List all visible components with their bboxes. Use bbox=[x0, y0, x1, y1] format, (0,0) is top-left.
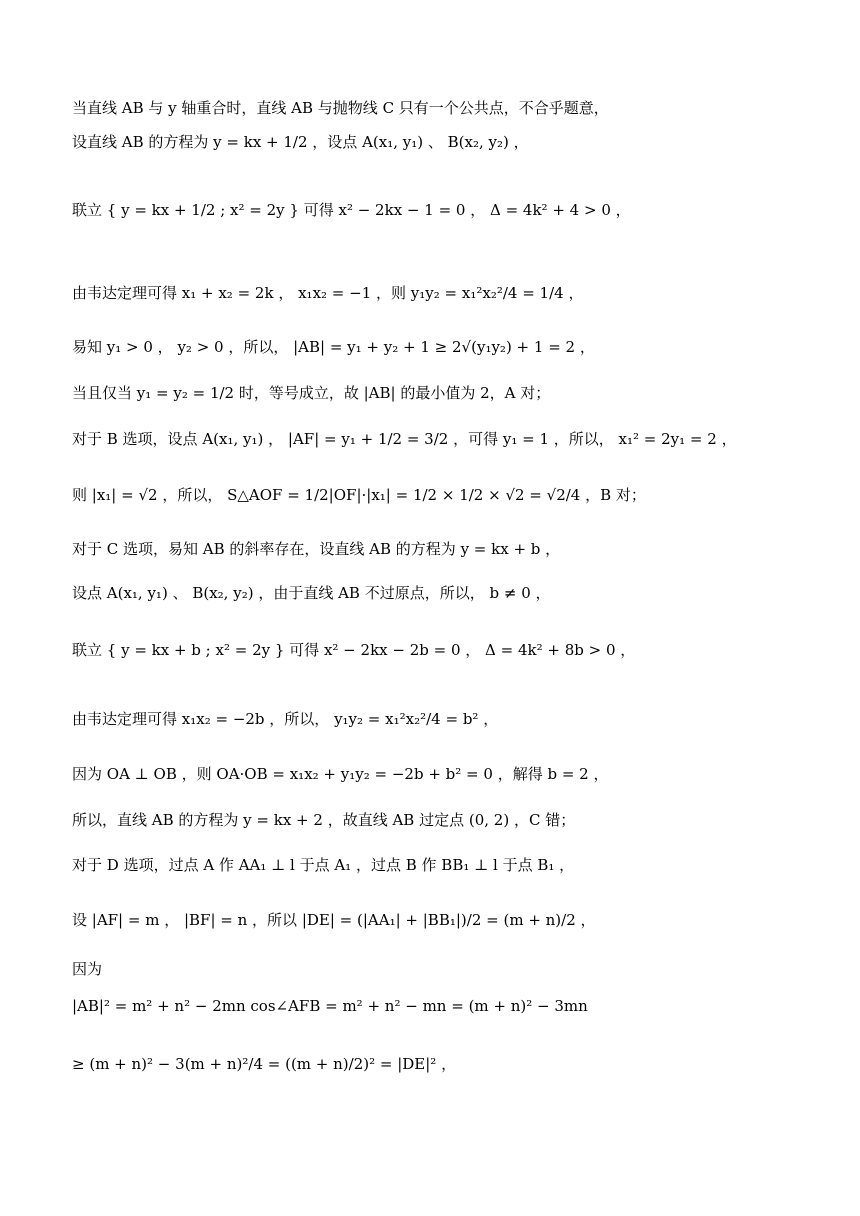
text-line: 对于 B 选项，设点 A(x₁, y₁) ， |AF| = y₁ + 1/2 = 3/2 ，可得 y₁ = 1 ，所以， x₁² = 2y₁ = 2 ， bbox=[72, 430, 737, 448]
text-line: 当直线 AB 与 y 轴重合时，直线 AB 与抛物线 C 只有一个公共点，不合乎题意， bbox=[72, 99, 609, 117]
text-line: 对于 C 选项，易知 AB 的斜率存在，设直线 AB 的方程为 y = kx + b ， bbox=[72, 540, 561, 558]
text-line: 当且仅当 y₁ = y₂ = 1/2 时，等号成立，故 |AB| 的最小值为 2，A 对； bbox=[72, 384, 551, 402]
text-line: 联立 { y = kx + b ; x² = 2y } 可得 x² − 2kx − 2b = 0 ， Δ = 4k² + 8b > 0 ， bbox=[72, 641, 636, 659]
text-line: 设直线 AB 的方程为 y = kx + 1/2 ，设点 A(x₁, y₁) 、 B(x₂, y₂) ， bbox=[72, 133, 529, 151]
text-line: 所以，直线 AB 的方程为 y = kx + 2 ，故直线 AB 过定点 (0, 2) ，C 错； bbox=[72, 811, 576, 829]
text-line: ≥ (m + n)² − 3(m + n)²/4 = ((m + n)/2)² = |DE|² ， bbox=[72, 1055, 457, 1073]
text-line: 由韦达定理可得 x₁x₂ = −2b ，所以， y₁y₂ = x₁²x₂²/4 = b² ， bbox=[72, 710, 499, 728]
text-line: 联立 { y = kx + 1/2 ; x² = 2y } 可得 x² − 2kx − 1 = 0 ， Δ = 4k² + 4 > 0 ， bbox=[72, 201, 631, 219]
text-line: 则 |x₁| = √2 ，所以， S△AOF = 1/2|OF|·|x₁| = 1/2 × 1/2 × √2 = √2/4 ，B 对； bbox=[72, 486, 646, 504]
text-line: 易知 y₁ > 0 ， y₂ > 0 ，所以， |AB| = y₁ + y₂ + 1 ≥ 2√(y₁y₂) + 1 = 2 ， bbox=[72, 338, 595, 356]
text-line: 因为 bbox=[72, 960, 103, 978]
text-line: 设点 A(x₁, y₁) 、 B(x₂, y₂) ，由于直线 AB 不过原点，所以， b ≠ 0 ， bbox=[72, 584, 551, 602]
text-line: 因为 OA ⊥ OB ，则 OA·OB = x₁x₂ + y₁y₂ = −2b + b² = 0 ，解得 b = 2 ， bbox=[72, 765, 609, 783]
text-line: |AB|² = m² + n² − 2mn cos∠AFB = m² + n² − mn = (m + n)² − 3mn bbox=[72, 997, 588, 1015]
text-line: 由韦达定理可得 x₁ + x₂ = 2k ， x₁x₂ = −1 ，则 y₁y₂ = x₁²x₂²/4 = 1/4 ， bbox=[72, 284, 584, 302]
text-line: 对于 D 选项，过点 A 作 AA₁ ⊥ l 于点 A₁ ，过点 B 作 BB₁ ⊥ l 于点 B₁ ， bbox=[72, 856, 575, 874]
text-line: 设 |AF| = m ， |BF| = n ，所以 |DE| = (|AA₁| + |BB₁|)/2 = (m + n)/2 ， bbox=[72, 911, 596, 929]
